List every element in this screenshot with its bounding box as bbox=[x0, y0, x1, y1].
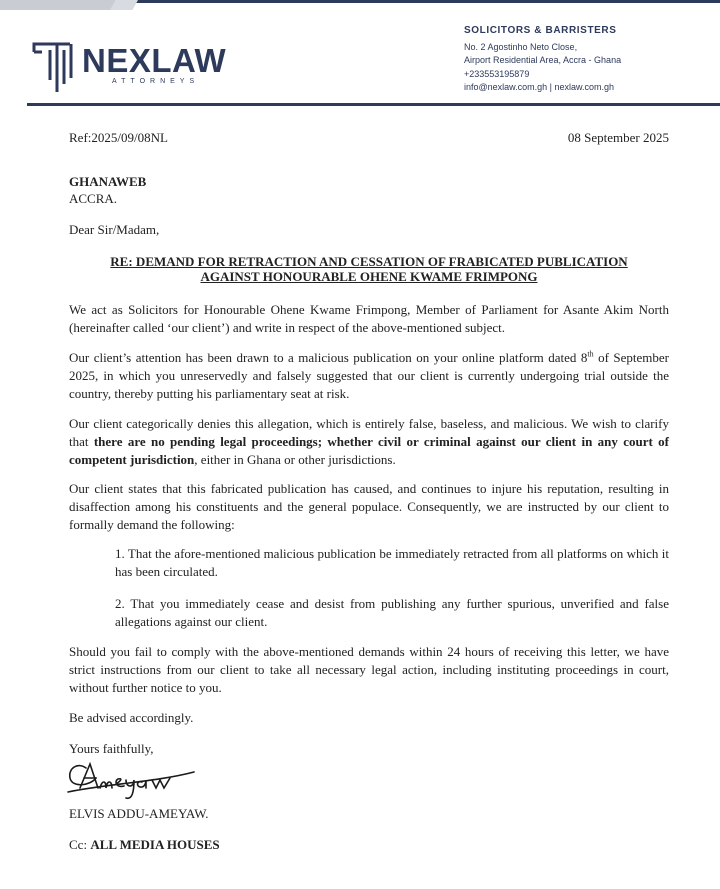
paragraph-2-text-b: of September 2025, in which you unreservedly and falsely suggested that our client is currently undergoing trial outside the country, thereby putting his parliamentary seat at risk. bbox=[69, 350, 669, 401]
paragraph-5: Should you fail to comply with the above-mentioned demands within 24 hours of receiving this letter, we have strict instructions from our client to take all necessary legal action, including instituting proceedings in court, without further notice to you. bbox=[69, 644, 669, 695]
paragraph-2 bbox=[69, 349, 669, 403]
paragraph-2-superscript: th bbox=[587, 349, 594, 359]
cc-line bbox=[69, 836, 220, 854]
paragraph-1: We act as Solicitors for Honourable Ohene Kwame Frimpong, Member of Parliament for Asante Akim North (hereinafter called ‘our client’) and write in respect of the above-mentioned subject. bbox=[69, 302, 669, 335]
firm-logo bbox=[30, 34, 230, 94]
demand-item-2: 2. That you immediately cease and desist from publishing any further spurious, unverified and false allegations against our client. bbox=[115, 596, 669, 629]
handwritten-signature bbox=[66, 758, 206, 807]
closing-line: Yours faithfully, bbox=[69, 741, 154, 756]
paragraph-2-text-a: Our client’s attention has been drawn to a malicious publication on your online platform dated 8 bbox=[69, 350, 588, 365]
paragraph-3-text-a: Our client categorically denies this allegation, which is entirely false, baseless, and malicious. We wish to clarify that bbox=[69, 416, 669, 449]
firm-contact-block bbox=[464, 24, 621, 95]
header-band bbox=[0, 0, 720, 10]
logo-subtitle: ATTORNEYS bbox=[112, 78, 200, 85]
signatory-name: ELVIS ADDU-AMEYAW. bbox=[69, 806, 209, 821]
letter-date: 08 September 2025 bbox=[567, 130, 669, 145]
reference-number: Ref:2025/09/08NL bbox=[69, 130, 168, 145]
phone-number: +233553195879 bbox=[464, 68, 530, 79]
subject-heading bbox=[69, 254, 669, 284]
recipient-city: ACCRA. bbox=[69, 191, 118, 206]
address-line-2: Airport Residential Area, Accra - Ghana bbox=[464, 55, 622, 65]
header-divider bbox=[27, 103, 720, 106]
subject-line-2: AGAINST HONOURABLE OHENE KWAME FRIMPONG bbox=[200, 269, 538, 284]
cc-recipients: ALL MEDIA HOUSES bbox=[90, 837, 220, 852]
pillar-emblem-icon bbox=[30, 34, 80, 94]
logo-wordmark: NEXLAW bbox=[82, 42, 227, 79]
advised-line: Be advised accordingly. bbox=[69, 710, 194, 725]
paragraph-3 bbox=[69, 415, 669, 469]
address-line-1: No. 2 Agostinho Neto Close, bbox=[464, 41, 578, 52]
recipient-name: GHANAWEB bbox=[69, 174, 147, 189]
demand-item-1: 1. That the afore-mentioned malicious publication be immediately retracted from all platforms on which it has been circulated. bbox=[115, 546, 669, 579]
firm-title: SOLICITORS & BARRISTERS bbox=[464, 25, 617, 36]
cc-label: Cc: bbox=[69, 837, 91, 852]
header-band-light bbox=[0, 0, 130, 10]
subject-line-1: RE: DEMAND FOR RETRACTION AND CESSATION OF FRABICATED PUBLICATION bbox=[110, 254, 628, 269]
salutation: Dear Sir/Madam, bbox=[69, 222, 160, 237]
paragraph-3-bold-text: there are no pending legal proceedings; whether civil or criminal against our client in any court of competent jurisdiction bbox=[69, 434, 669, 467]
email-website: info@nexlaw.com.gh | nexlaw.com.gh bbox=[464, 82, 615, 92]
paragraph-3-text-b: , either in Ghana or other jurisdictions. bbox=[194, 452, 396, 467]
paragraph-4: Our client states that this fabricated publication has caused, and continues to injure his reputation, resulting in disaffection among his constituents and the general populace. Consequently, we are instructed by our client to formally demand the following: bbox=[69, 481, 669, 532]
